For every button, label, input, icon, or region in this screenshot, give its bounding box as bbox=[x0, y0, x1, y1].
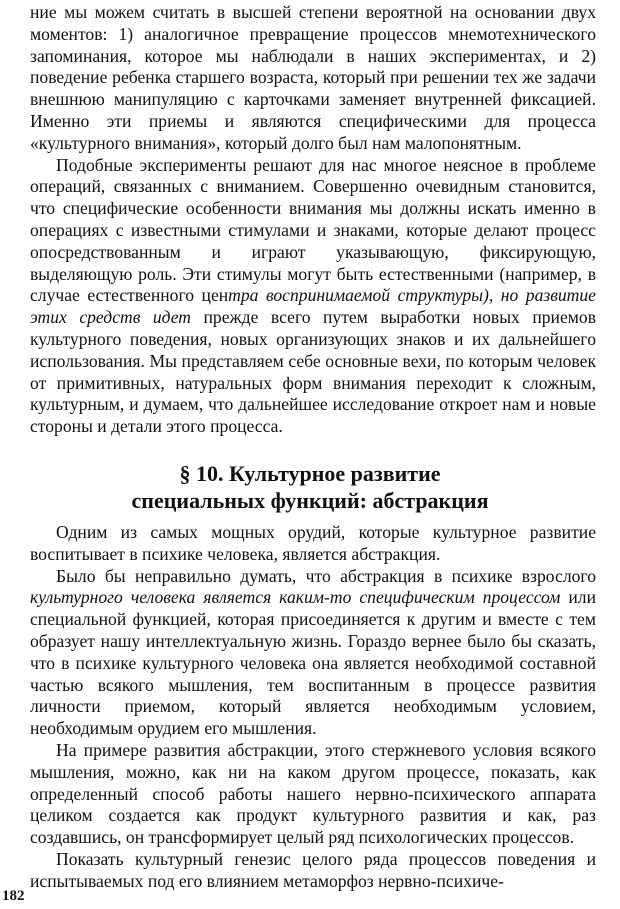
paragraph-continuation bbox=[30, 2, 596, 155]
paragraph-text: Было бы неправильно думать, что абстракция в психике взрослого bbox=[56, 565, 596, 586]
paragraph-abstraction-wrong bbox=[30, 566, 596, 740]
paragraph-italic-text: культурного человека является каким-то специфическим процессом bbox=[30, 587, 561, 608]
bottom-text-block bbox=[30, 522, 596, 893]
paragraph-text: или специальной функцией, которая присоединяется к другим и вместе с тем образует нашу интеллектуальную жизнь. Гораздо вернее было бы сказать, что в психике культурного человека она является необходимой составной частью всякого мышления, тем воспитанным в процессе развития личности приемом, который является необходимым условием, необходимым орудием его мышления. bbox=[30, 587, 596, 739]
paragraph-cultural-genesis bbox=[30, 849, 596, 893]
paragraph-experiments bbox=[30, 155, 596, 438]
section-heading-line-2: специальных функций: абстракция bbox=[131, 488, 489, 513]
page-number: 182 bbox=[2, 888, 25, 904]
section-heading-line-1: § 10. Культурное развитие bbox=[179, 461, 441, 486]
paragraph-abstraction-example bbox=[30, 740, 596, 849]
top-text-block bbox=[30, 2, 596, 438]
section-heading bbox=[0, 460, 620, 514]
paragraph-text: Одним из самых мощных орудий, которые культурное развитие воспитывает в психике человека, является абстракция. bbox=[30, 522, 596, 564]
paragraph-italic-text: тра воспринимаемой структуры), но развитие этих средств идет bbox=[30, 285, 596, 328]
paragraph-text: ние мы можем считать в высшей степени вероятной на основании двух моментов: 1) аналогичное превращение процессов мнемотехнического запоминания, которое мы наблюдали в наших экспериментах, и 2) поведение ребенка старшего возраста, который при решении тех же задачи внешнюю манипуляцию с карточками заменяет внутренней фиксацией. Именно эти приемы и являются специфическими для процесса «культурного внимания», который долго был нам малопонятным. bbox=[30, 2, 596, 153]
paragraph-abstraction-intro bbox=[30, 522, 596, 566]
paragraph-text: прежде всего путем выработки новых приемов культурного поведения, новых организующих знаков и их дальнейшего использования. Мы представляем себе основные вехи, по которым человек от примитивных, натуральных форм внимания переходит к сложным, культурным, и думаем, что дальнейшее исследование откроет нам и новые стороны и детали этого процесса. bbox=[30, 307, 597, 437]
paragraph-text: Подобные эксперименты решают для нас многое неясное в проблеме операций, связанных с вниманием. Совершенно очевидным становится, что специфические особенности внимания мы должны искать именно в операциях с известными стимулами и знаками, которые делают процесс опосредствованным и играют указывающую, фиксирующую, выделяющую роль. Эти стимулы могут быть естественными (например, в случае естественного цен bbox=[30, 154, 596, 306]
paragraph-text: На примере развития абстракции, этого стержневого условия всякого мышления, можно, как ни на каком другом процессе, показать, как определенный способ работы нашего нервно-психического аппарата целиком создается как продукт культурного развития и как, раз создавшись, он трансформирует целый ряд психологических процессов. bbox=[30, 739, 596, 848]
paragraph-text: Показать культурный генезис целого ряда процессов поведения и испытываемых под его влиянием метаморфоз нервно-психиче- bbox=[30, 848, 596, 891]
